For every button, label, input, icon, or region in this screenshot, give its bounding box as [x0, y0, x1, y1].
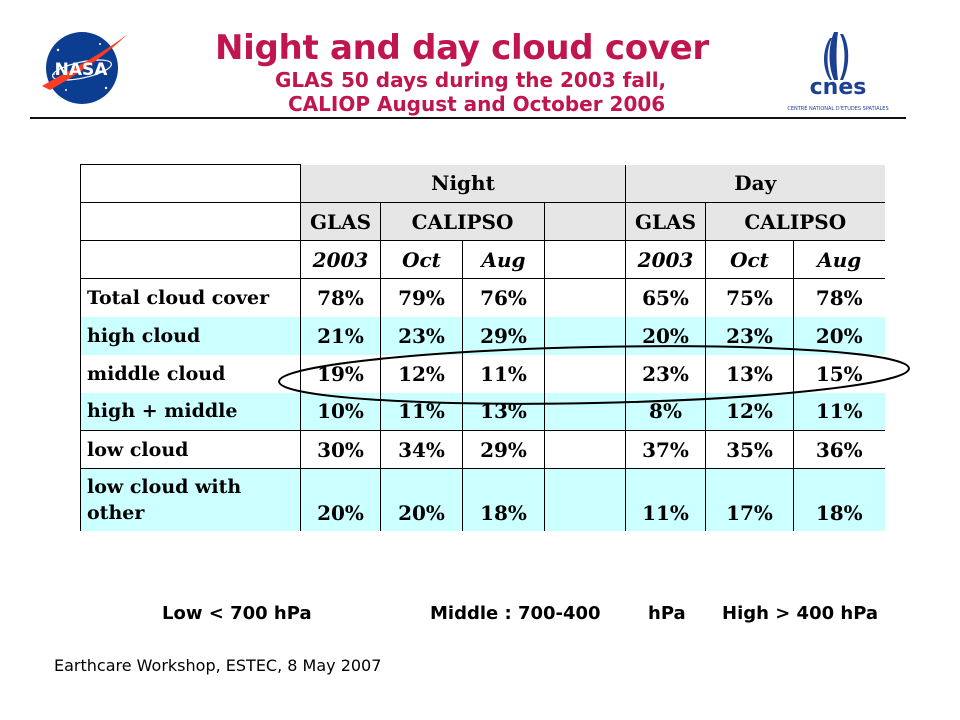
table-row: [81, 279, 885, 317]
corner-cell: [81, 203, 301, 241]
table-cell: 13%: [463, 393, 545, 431]
table-cell: 79%: [381, 279, 463, 317]
row-label: low cloud: [81, 431, 301, 469]
header-divider: [30, 117, 906, 119]
svg-text:CENTRE NATIONAL D'ETUDES SPATI: CENTRE NATIONAL D'ETUDES SPATIALES: [787, 106, 889, 112]
table-cell: 18%: [463, 469, 545, 531]
subtitle-line-1: GLAS 50 days during the 2003 fall,: [275, 68, 667, 92]
table-cell: 65%: [626, 279, 706, 317]
instrument-header: CALIPSO: [706, 203, 885, 241]
legend-middle-unit: hPa: [648, 603, 686, 624]
spacer-cell: [545, 203, 626, 241]
table-cell: 20%: [794, 317, 885, 355]
table-cell: 19%: [301, 355, 381, 393]
row-label: low cloud with other: [81, 469, 301, 531]
table-cell: 20%: [626, 317, 706, 355]
period-header: 2003: [626, 241, 706, 279]
corner-cell: [81, 165, 301, 203]
table-cell: 8%: [626, 393, 706, 431]
table-cell: 15%: [815, 361, 863, 386]
table-cell: 18%: [794, 469, 885, 531]
period-header: Oct: [381, 241, 463, 279]
table-cell: 11%: [794, 393, 885, 431]
table-cell: 11%: [626, 469, 706, 531]
table-cell: 34%: [381, 431, 463, 469]
legend-middle: Middle : 700-400: [430, 603, 601, 624]
spacer-cell: [545, 279, 626, 317]
table-cell: 29%: [463, 431, 545, 469]
table-cell: 23%: [381, 317, 463, 355]
page-title: Night and day cloud cover: [215, 28, 709, 68]
subtitle-line-2: CALIOP August and October 2006: [288, 92, 666, 116]
spacer-cell: [545, 241, 626, 279]
legend-high: High > 400 hPa: [722, 603, 879, 624]
row-label: high cloud: [81, 317, 301, 355]
group-header-day: Day: [626, 165, 885, 203]
instrument-header: GLAS: [301, 203, 381, 241]
table-cell: 35%: [706, 431, 794, 469]
spacer-cell: [545, 469, 626, 531]
table-cell: 20%: [381, 469, 463, 531]
table-cell: 36%: [794, 431, 885, 469]
row-label: Total cloud cover: [81, 279, 301, 317]
table-cell: 78%: [301, 279, 381, 317]
table-cell: 12%: [706, 393, 794, 431]
period-header: Aug: [463, 241, 545, 279]
group-header-night: Night: [301, 165, 626, 203]
header-row-instruments: [81, 203, 885, 241]
corner-cell: [81, 241, 301, 279]
period-header: Aug: [794, 241, 885, 279]
table-cell: 78%: [794, 279, 885, 317]
table-cell: 12%: [381, 355, 463, 393]
table-cell: 10%: [301, 393, 381, 431]
period-header: 2003: [301, 241, 381, 279]
legend-low: Low < 700 hPa: [162, 603, 312, 624]
table-cell: 11%: [381, 393, 463, 431]
row-label: middle cloud: [81, 355, 301, 393]
row-label: high + middle: [81, 393, 301, 431]
table-cell: 17%: [706, 469, 794, 531]
table-cell: 76%: [463, 279, 545, 317]
header-row-groups: [81, 165, 885, 203]
table-cell: 20%: [301, 469, 381, 531]
table-cell: 23%: [706, 317, 794, 355]
table-cell: 30%: [301, 431, 381, 469]
footer-text: Earthcare Workshop, ESTEC, 8 May 2007: [54, 656, 382, 675]
table-row: [81, 469, 885, 531]
table-row: [81, 431, 885, 469]
spacer-cell: [545, 431, 626, 469]
header-row-periods: [81, 241, 885, 279]
table-cell: 13%: [706, 355, 794, 393]
table-cell: 11%: [463, 355, 545, 393]
instrument-header: CALIPSO: [381, 203, 545, 241]
table-cell: 29%: [463, 317, 545, 355]
svg-text:NASA: NASA: [54, 60, 108, 80]
highlight-ellipse: [270, 340, 920, 412]
period-header: Oct: [706, 241, 794, 279]
nasa-logo: [36, 28, 132, 108]
table-cell: 75%: [706, 279, 794, 317]
svg-text:cnes: cnes: [809, 75, 867, 100]
instrument-header: GLAS: [626, 203, 706, 241]
table-cell: 37%: [626, 431, 706, 469]
table-cell: 23%: [626, 355, 706, 393]
table-cell: 21%: [301, 317, 381, 355]
cnes-logo: [782, 26, 894, 114]
